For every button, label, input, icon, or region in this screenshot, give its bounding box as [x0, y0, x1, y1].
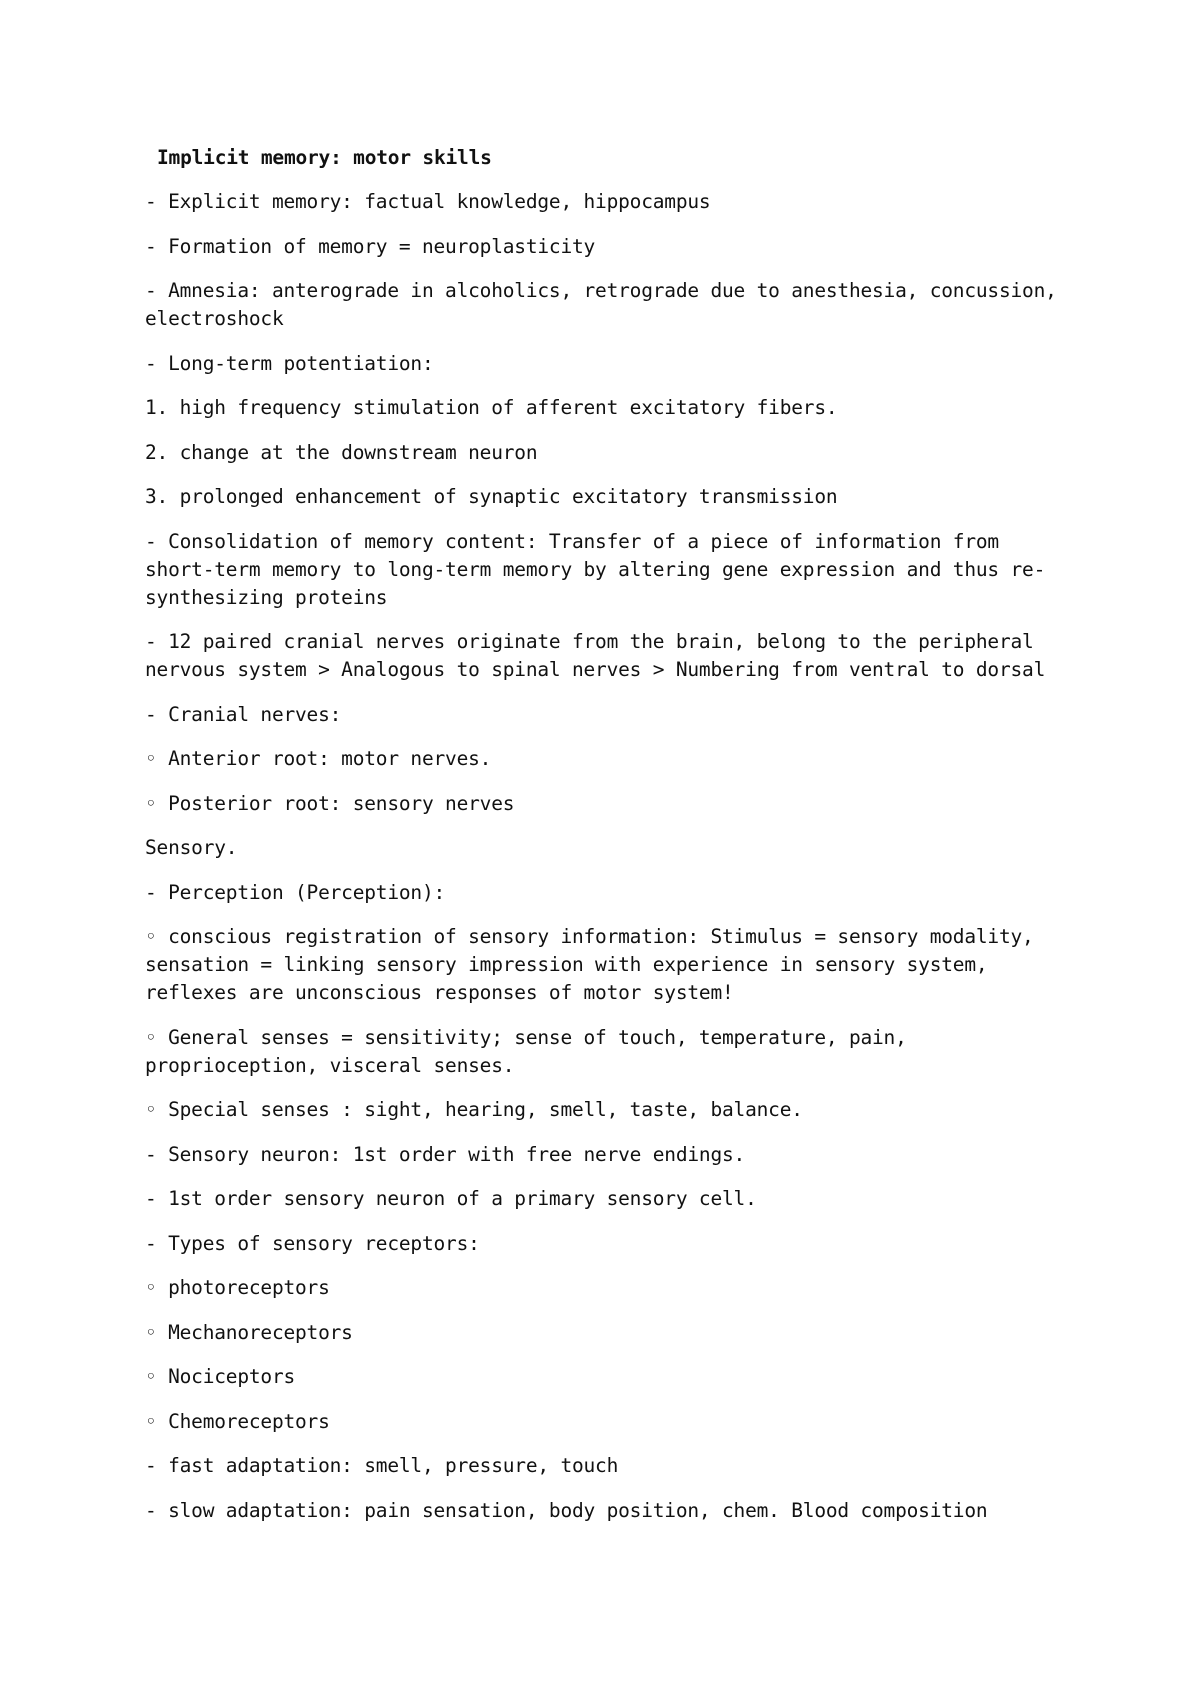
- paragraph-amnesia: - Amnesia: anterograde in alcoholics, retrograde due to anesthesia, concussion, electroshock: [145, 279, 1057, 330]
- paragraph-cranial-nerves: - Cranial nerves:: [145, 702, 342, 726]
- paragraph-long-term-potentiation: - Long-term potentiation:: [145, 351, 434, 375]
- paragraph-first-order-neuron: - 1st order sensory neuron of a primary sensory cell.: [145, 1187, 757, 1210]
- bullet-anterior-root: ◦ Anterior root: motor nerves.: [145, 747, 492, 770]
- bullet-photoreceptors: ◦ photoreceptors: [145, 1276, 330, 1299]
- list-item-ltp-1: 1. high frequency stimulation of afferent excitatory fibers.: [145, 396, 838, 419]
- list-item-ltp-2: 2. change at the downstream neuron: [145, 440, 538, 464]
- bullet-conscious-registration: ◦ conscious registration of sensory information: Stimulus = sensory modality, sensation = linking sensory impression with experience in sensory system, reflexes are unconscious responses of motor system!: [145, 925, 1034, 1004]
- paragraph-sensory-neuron: - Sensory neuron: 1st order with free nerve endings.: [145, 1142, 746, 1166]
- paragraph-slow-adaptation: - slow adaptation: pain sensation, body position, chem. Blood composition: [145, 1498, 988, 1522]
- list-item-ltp-3: 3. prolonged enhancement of synaptic excitatory transmission: [145, 485, 838, 508]
- paragraph-consolidation: - Consolidation of memory content: Transfer of a piece of information from short-term memory to long-term memory by altering gene expression and thus re-synthesizing proteins: [145, 529, 1046, 609]
- paragraph-explicit-memory: - Explicit memory: factual knowledge, hippocampus: [145, 190, 711, 213]
- paragraph-fast-adaptation: - fast adaptation: smell, pressure, touch: [145, 1454, 619, 1477]
- paragraph-perception: - Perception (Perception):: [145, 880, 446, 904]
- bullet-nociceptors: ◦ Nociceptors: [145, 1365, 296, 1388]
- bullet-mechanoreceptors: ◦ Mechanoreceptors: [145, 1320, 353, 1344]
- document-title: Implicit memory: motor skills: [157, 146, 492, 169]
- bullet-chemoreceptors: ◦ Chemoreceptors: [145, 1409, 330, 1433]
- paragraph-receptor-types: - Types of sensory receptors:: [145, 1231, 480, 1255]
- section-heading-sensory: Sensory.: [145, 836, 238, 859]
- paragraph-memory-formation: - Formation of memory = neuroplasticity: [145, 234, 596, 258]
- bullet-special-senses: ◦ Special senses : sight, hearing, smell, taste, balance.: [145, 1098, 803, 1121]
- bullet-posterior-root: ◦ Posterior root: sensory nerves: [145, 791, 515, 815]
- paragraph-cranial-nerves-count: - 12 paired cranial nerves originate from the brain, belong to the peripheral nervous system > Analogous to spinal nerves > Numbering from ventral to dorsal: [145, 630, 1046, 681]
- bullet-general-senses: ◦ General senses = sensitivity; sense of touch, temperature, pain, proprioception, visceral senses.: [145, 1025, 907, 1077]
- document-body: [145, 144, 1065, 1541]
